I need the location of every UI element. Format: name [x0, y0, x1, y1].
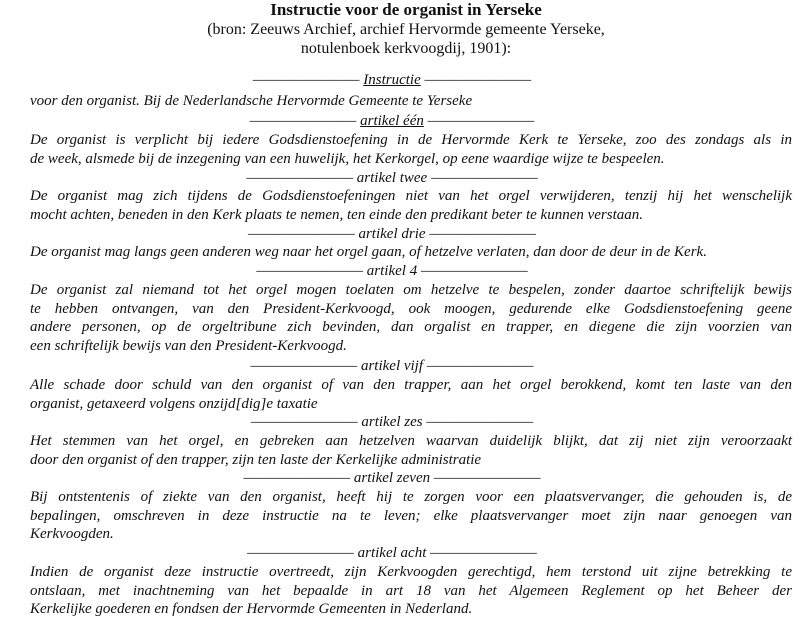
paragraph-line: bepalingen, omschreven in deze instructie na te leven; elke plaatsvervanger moet zijn naar genoegen van — [30, 507, 792, 524]
section-paragraph — [30, 243, 792, 262]
section-heading — [0, 545, 784, 562]
section-heading — [0, 113, 784, 130]
paragraph-line: Kerkelijke goederen en fondsen der Hervormde Gemeenten in Nederland. — [30, 601, 473, 617]
section-heading — [0, 263, 784, 280]
paragraph-line: Kerkvoogden. — [30, 526, 114, 542]
paragraph-line: andere personen, op de orgeltribune zich bevinden, dan orgalist en trapper, en diegene die zijn voorzien van — [30, 319, 792, 335]
heading-dash-left: ———————— — [252, 72, 364, 88]
paragraph-line: een schriftelijk bewijs van den President-Kerkvoogd. — [30, 337, 347, 354]
heading-dash-right: ———————— — [417, 263, 528, 279]
heading-dash-right: ———————— — [420, 72, 532, 88]
section-paragraph — [30, 131, 792, 168]
heading-dash-right: ———————— — [427, 170, 538, 186]
paragraph-line: door den organist of den trapper, zijn ten laste der Kerkelijke administratie — [30, 451, 482, 468]
source-line-1: (bron: Zeeuws Archief, archief Hervormde gemeente Yerseke, — [207, 21, 605, 38]
section-paragraph — [30, 187, 792, 224]
heading-dash-left: ———————— — [249, 113, 361, 129]
paragraph-line: De organist mag zich tijdens de Godsdienstoefeningen niet van het orgel verwijderen, tenzij hij het wenschelijk — [30, 188, 792, 204]
paragraph-line: mocht achten, beneden in den Kerk plaats te nemen, ten einde den predikant beter te kunnen verstaan. — [30, 206, 644, 223]
section-paragraph — [30, 563, 792, 619]
section-paragraph — [30, 92, 792, 111]
paragraph-line: de week, alsmede bij de inzegening van een huwelijk, het Kerkorgel, op eene waardige wijze te bespeelen. — [30, 150, 665, 167]
paragraph-line: voor den organist. Bij de Nederlandsche Hervormde Gemeente te Yerseke — [30, 93, 473, 109]
heading-dash-right: ———————— — [422, 414, 534, 430]
section-heading — [0, 72, 784, 89]
paragraph-line: Bij ontstentenis of ziekte van den organist, heeft hij te zorgen voor een plaatsvervanger, die gehouden is, de — [30, 489, 792, 505]
heading-label: artikel zeven — [353, 470, 431, 486]
paragraph-line: Alle schade door schuld van den organist of van den trapper, aan het orgel berokkend, komt ten laste van den — [30, 377, 792, 393]
heading-dash-left: ———————— — [243, 470, 354, 486]
paragraph-line: Indien de organist deze instructie overtreedt, zijn Kerkvoogden gerechtigd, hem terstond uit zijne betrekking te — [30, 564, 792, 580]
heading-dash-left: ———————— — [247, 545, 358, 561]
paragraph-line: De organist zal niemand tot het orgel mogen toelaten om hetzelve te bespelen, zonder daartoe schriftelijk bewijs — [30, 282, 792, 298]
paragraph-line: te hebben ontvangen, van den President-Kerkvoogd, ook moogen, gedurende elke Godsdienstoefening geene — [30, 300, 792, 317]
heading-dash-left: ———————— — [248, 226, 359, 242]
heading-dash-right: ———————— — [423, 358, 534, 374]
section-paragraph — [30, 281, 792, 355]
section-paragraph — [30, 432, 792, 469]
paragraph-line: De organist is verplicht bij iedere Godsdienstoefening in de Hervormde Kerk te Yerseke, zoo des zondags als in — [30, 132, 792, 148]
heading-dash-right: ———————— — [426, 545, 537, 561]
heading-label: artikel zes — [361, 414, 423, 430]
section-heading — [0, 358, 784, 375]
heading-dash-right: ———————— — [425, 226, 536, 242]
heading-label: artikel één — [360, 113, 424, 129]
section-paragraph — [30, 376, 792, 413]
heading-dash-left: ———————— — [250, 414, 362, 430]
heading-dash-right: ———————— — [430, 470, 541, 486]
paragraph-line: ontslaan, met inachtneming van het bepaalde in art 18 van het Algemeen Reglement op het Beheer der — [30, 582, 792, 599]
section-heading — [0, 226, 784, 243]
paragraph-line: De organist mag langs geen anderen weg naar het orgel gaan, of hetzelve verlaten, dan door de deur in de Kerk. — [30, 244, 707, 260]
heading-label: artikel drie — [358, 226, 426, 242]
source-line-2: notulenboek kerkvoogdij, 1901): — [300, 40, 512, 57]
paragraph-line: Het stemmen van het orgel, en gebreken aan hetzelven waarvan duidelijk blijkt, dat zij niet zijn veroorzaakt — [30, 433, 792, 449]
heading-dash-left: ———————— — [256, 263, 367, 279]
paragraph-line: organist, getaxeerd volgens onzijd[dig]e taxatie — [30, 395, 318, 412]
heading-dash-left: ———————— — [250, 358, 361, 374]
section-paragraph — [30, 488, 792, 544]
heading-label: artikel twee — [356, 170, 428, 186]
heading-label: Instructie — [363, 72, 421, 88]
section-heading — [0, 414, 784, 431]
heading-label: artikel 4 — [366, 263, 418, 279]
heading-label: artikel vijf — [360, 358, 424, 374]
heading-dash-right: ———————— — [423, 113, 535, 129]
section-heading — [0, 470, 784, 487]
section-heading — [0, 170, 784, 187]
document-title: Instructie voor de organist in Yerseke — [270, 0, 542, 19]
heading-label: artikel acht — [357, 545, 427, 561]
heading-dash-left: ———————— — [246, 170, 357, 186]
